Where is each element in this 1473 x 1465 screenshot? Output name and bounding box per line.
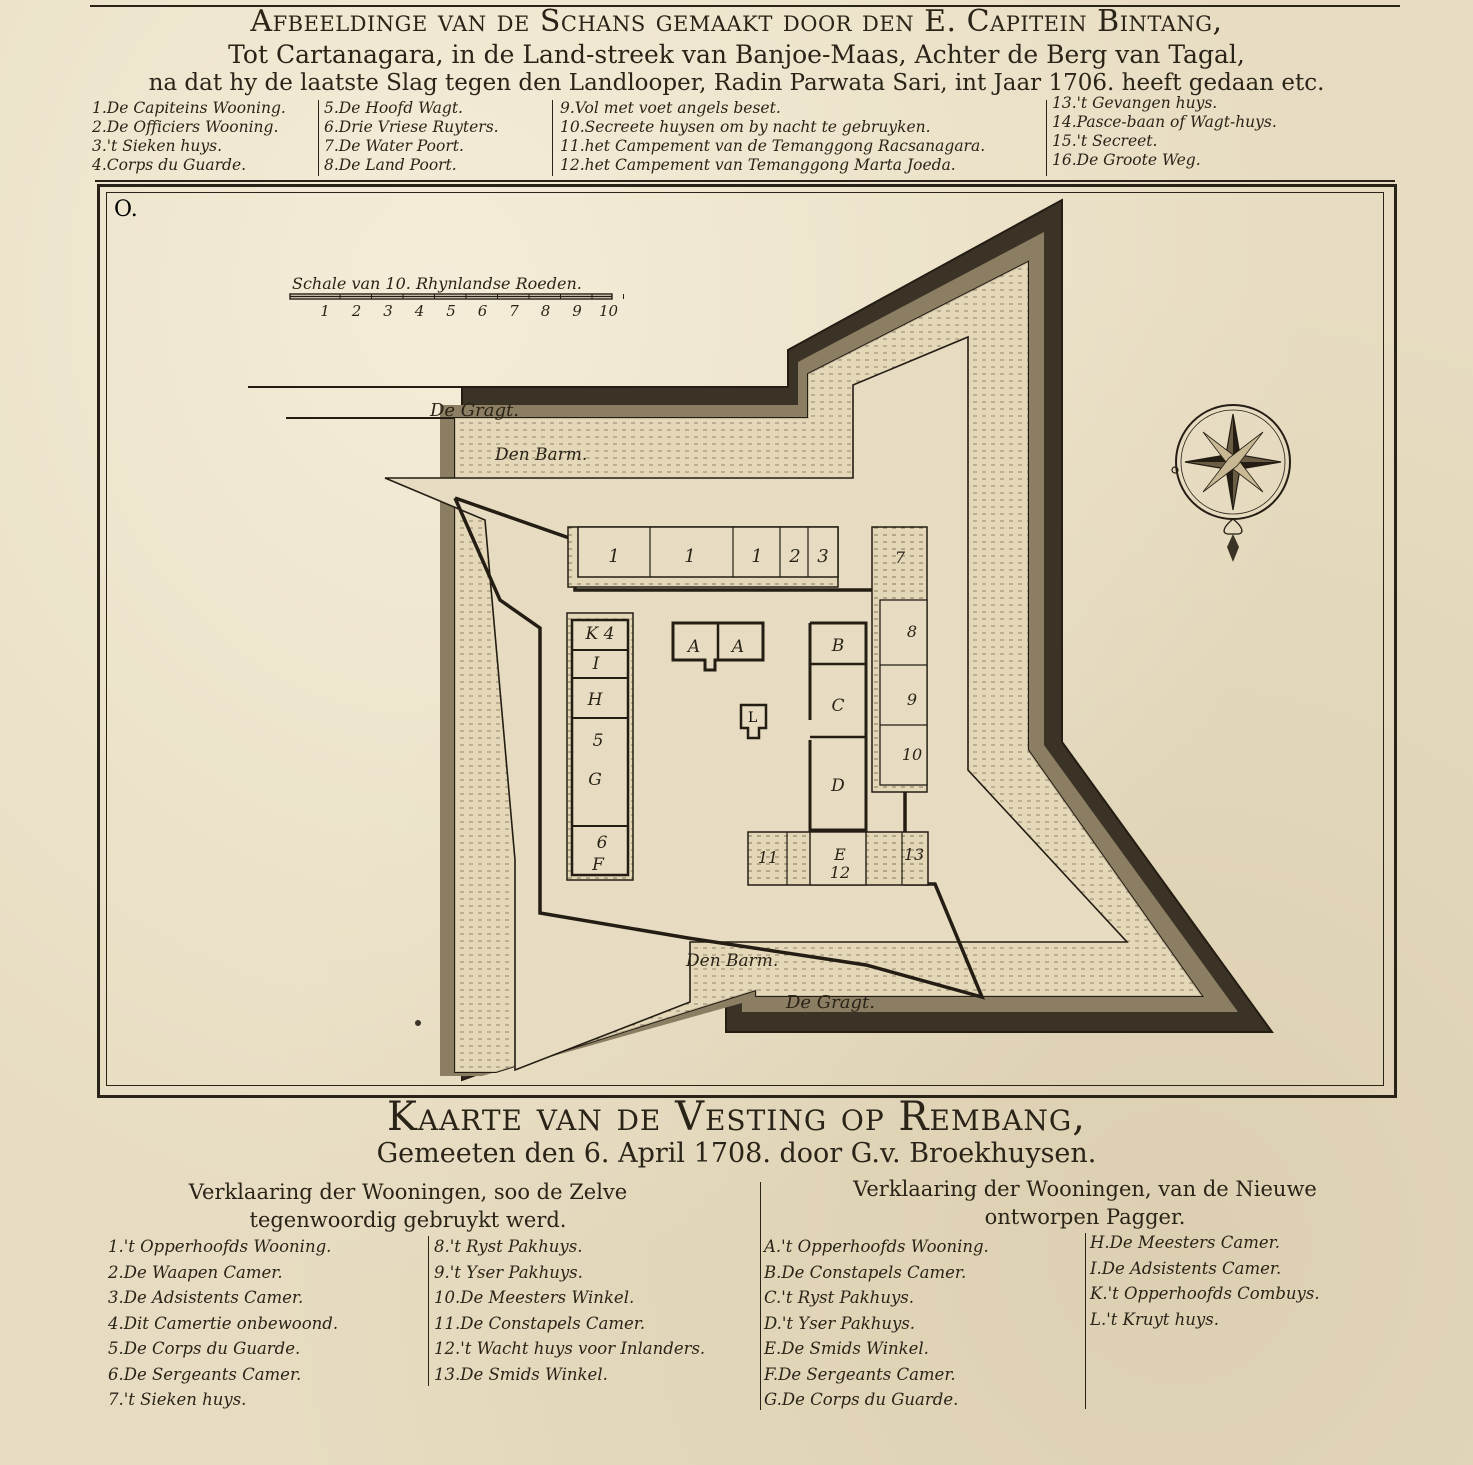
legend-item: D.'t Yser Pakhuys. <box>764 1313 916 1333</box>
scale-tick-label: 5 <box>446 302 456 320</box>
legend-item: 3.'t Sieken huys. <box>92 137 223 155</box>
legend-item: C.'t Ryst Pakhuys. <box>764 1288 914 1307</box>
right-heading-line-2: ontworpen Pagger. <box>984 1205 1186 1229</box>
room-label: H <box>587 690 603 710</box>
room-label: 6 <box>596 833 608 853</box>
legend-item: 1.'t Opperhoofds Wooning. <box>108 1237 332 1256</box>
footer-divider <box>760 1182 761 1410</box>
room-label: K 4 <box>585 624 615 644</box>
legend-item: 12.het Campement van Temanggong Marta Joeda. <box>560 156 956 174</box>
room-label: 1 <box>751 546 763 567</box>
legend-item: 4.Corps du Guarde. <box>92 156 247 174</box>
legend-item: H.De Meesters Camer. <box>1090 1233 1280 1252</box>
corner-label: O. <box>114 197 138 222</box>
header-title-line-3: na dat hy de laatste Slag tegen den Landlooper, Radin Parwata Sari, int Jaar 1706. heeft gedaan etc. <box>148 70 1325 96</box>
room-label: 11 <box>757 848 779 867</box>
left-heading-line-1: Verklaaring der Wooningen, soo de Zelve <box>188 1180 628 1204</box>
legend-item: B.De Constapels Camer. <box>764 1262 967 1282</box>
room-label: 13 <box>903 845 925 864</box>
legend-item: 14.Pasce-baan of Wagt-huys. <box>1052 113 1277 131</box>
legend-item: K.'t Opperhoofds Combuys. <box>1090 1284 1320 1303</box>
footer-title: Kaarte van de Vesting op Rembang, <box>386 1094 1087 1140</box>
room-label: 1 <box>684 546 696 567</box>
footer-legend-left-col-1 <box>108 1234 338 1413</box>
legend-item: I.De Adsistents Camer. <box>1090 1258 1282 1278</box>
legend-item: 3.De Adsistents Camer. <box>108 1288 304 1307</box>
legend-item: 10.De Meesters Winkel. <box>434 1288 635 1307</box>
legend-item: L.'t Kruyt huys. <box>1090 1309 1219 1329</box>
room-label: E <box>834 845 846 864</box>
east-inner-column <box>810 623 866 830</box>
room-label: 10 <box>901 745 923 764</box>
room-label: A <box>731 637 745 657</box>
scale-tick-label: 2 <box>351 302 362 320</box>
legend-item: 6.Drie Vriese Ruyters. <box>324 118 499 136</box>
legend-item: A.'t Opperhoofds Wooning. <box>764 1237 989 1256</box>
room-label: B <box>831 636 845 656</box>
legend-item: 9.'t Yser Pakhuys. <box>434 1262 583 1282</box>
moat-label-top: De Gragt. <box>430 400 519 421</box>
legend-item: 10.Secreete huysen om by nacht te gebruyken. <box>560 118 931 136</box>
room-label: 8 <box>906 622 918 641</box>
room-label: 5 <box>592 731 604 751</box>
room-label: 7 <box>894 548 906 567</box>
moat-label-bottom: De Gragt. <box>786 992 875 1013</box>
powder-house-label: L <box>748 710 758 726</box>
legend-item: 5.De Hoofd Wagt. <box>324 99 463 117</box>
berm-label-bottom: Den Barm. <box>686 951 779 971</box>
legend-item: 13.'t Gevangen huys. <box>1052 94 1218 112</box>
east-building-column <box>872 527 927 792</box>
legend-item: 16.De Groote Weg. <box>1052 151 1201 169</box>
footer-divider <box>428 1236 429 1386</box>
legend-item: 9.Vol met voet angels beset. <box>560 99 781 117</box>
legend-item: F.De Sergeants Camer. <box>764 1364 956 1384</box>
footer-legend-left-col-2 <box>434 1234 705 1387</box>
legend-item: 7.'t Sieken huys. <box>108 1390 247 1409</box>
legend-item: E.De Smids Winkel. <box>764 1339 929 1358</box>
footer-legend-right-col-1 <box>764 1234 989 1413</box>
compass-rose-icon <box>1172 405 1290 562</box>
room-label: C <box>831 696 845 716</box>
room-label: D <box>831 776 845 796</box>
south-building-row <box>748 832 928 885</box>
header-title-line-2: Tot Cartanagara, in de Land-streek van Banjoe-Maas, Achter de Berg van Tagal, <box>228 40 1245 69</box>
legend-item: 4.Dit Camertie onbewoond. <box>108 1313 339 1333</box>
scale-tick-label: 10 <box>598 302 619 320</box>
legend-item: 8.'t Ryst Pakhuys. <box>434 1237 583 1256</box>
legend-item: 11.het Campement van de Temanggong Racsanagara. <box>560 137 986 155</box>
room-label: 3 <box>817 546 829 567</box>
legend-item: 7.De Water Poort. <box>324 137 464 155</box>
legend-item: 11.De Constapels Camer. <box>434 1313 646 1333</box>
header-title-line-1: Afbeeldinge van de Schans gemaakt door den E. Capitein Bintang, <box>250 4 1223 39</box>
scale-bar <box>290 274 624 320</box>
scale-tick-label: 8 <box>540 302 551 320</box>
scale-tick-label: 4 <box>414 302 425 320</box>
scale-tick-label: 9 <box>572 302 582 320</box>
scale-tick-label: 1 <box>320 302 330 320</box>
legend-item: 8.De Land Poort. <box>324 156 457 174</box>
map-dot <box>415 1020 421 1026</box>
west-building-column <box>567 613 633 880</box>
legend-item: G.De Corps du Guarde. <box>764 1390 959 1409</box>
legend-item: 1.De Capiteins Wooning. <box>92 99 286 117</box>
room-label: I <box>592 654 600 674</box>
legend-item: 13.De Smids Winkel. <box>434 1364 608 1384</box>
scale-tick-label: 6 <box>477 302 488 320</box>
scale-tick-label: 7 <box>509 302 519 320</box>
room-label: G <box>588 770 602 790</box>
footer-divider <box>1085 1233 1086 1409</box>
legend-item: 2.De Waapen Camer. <box>108 1262 283 1282</box>
north-building-row <box>568 527 838 587</box>
left-legend-heading <box>108 1178 708 1234</box>
right-legend-heading <box>770 1175 1400 1231</box>
footer-subtitle: Gemeeten den 6. April 1708. door G.v. Broekhuysen. <box>376 1138 1097 1169</box>
right-heading-line-1: Verklaaring der Wooningen, van de Nieuwe <box>853 1177 1317 1201</box>
legend-item: 5.De Corps du Guarde. <box>108 1339 301 1358</box>
room-label: 1 <box>608 546 620 567</box>
room-label: 12 <box>829 863 851 882</box>
legend-item: 12.'t Wacht huys voor Inlanders. <box>434 1339 706 1358</box>
scale-title: Schale van 10. Rhynlandse Roeden. <box>292 274 582 293</box>
legend-item: 2.De Officiers Wooning. <box>92 118 279 136</box>
scale-tick-label: 3 <box>383 302 393 320</box>
legend-item: 6.De Sergeants Camer. <box>108 1364 302 1384</box>
berm-label-top: Den Barm. <box>495 445 588 465</box>
legend-item: 15.'t Secreet. <box>1052 132 1158 150</box>
room-label: 2 <box>789 546 801 567</box>
room-label: F <box>592 855 604 875</box>
left-heading-line-2: tegenwoordig gebruykt werd. <box>249 1208 567 1232</box>
room-label: A <box>687 637 701 657</box>
footer-legend-right-col-2 <box>1090 1230 1320 1332</box>
room-label: 9 <box>906 690 918 709</box>
